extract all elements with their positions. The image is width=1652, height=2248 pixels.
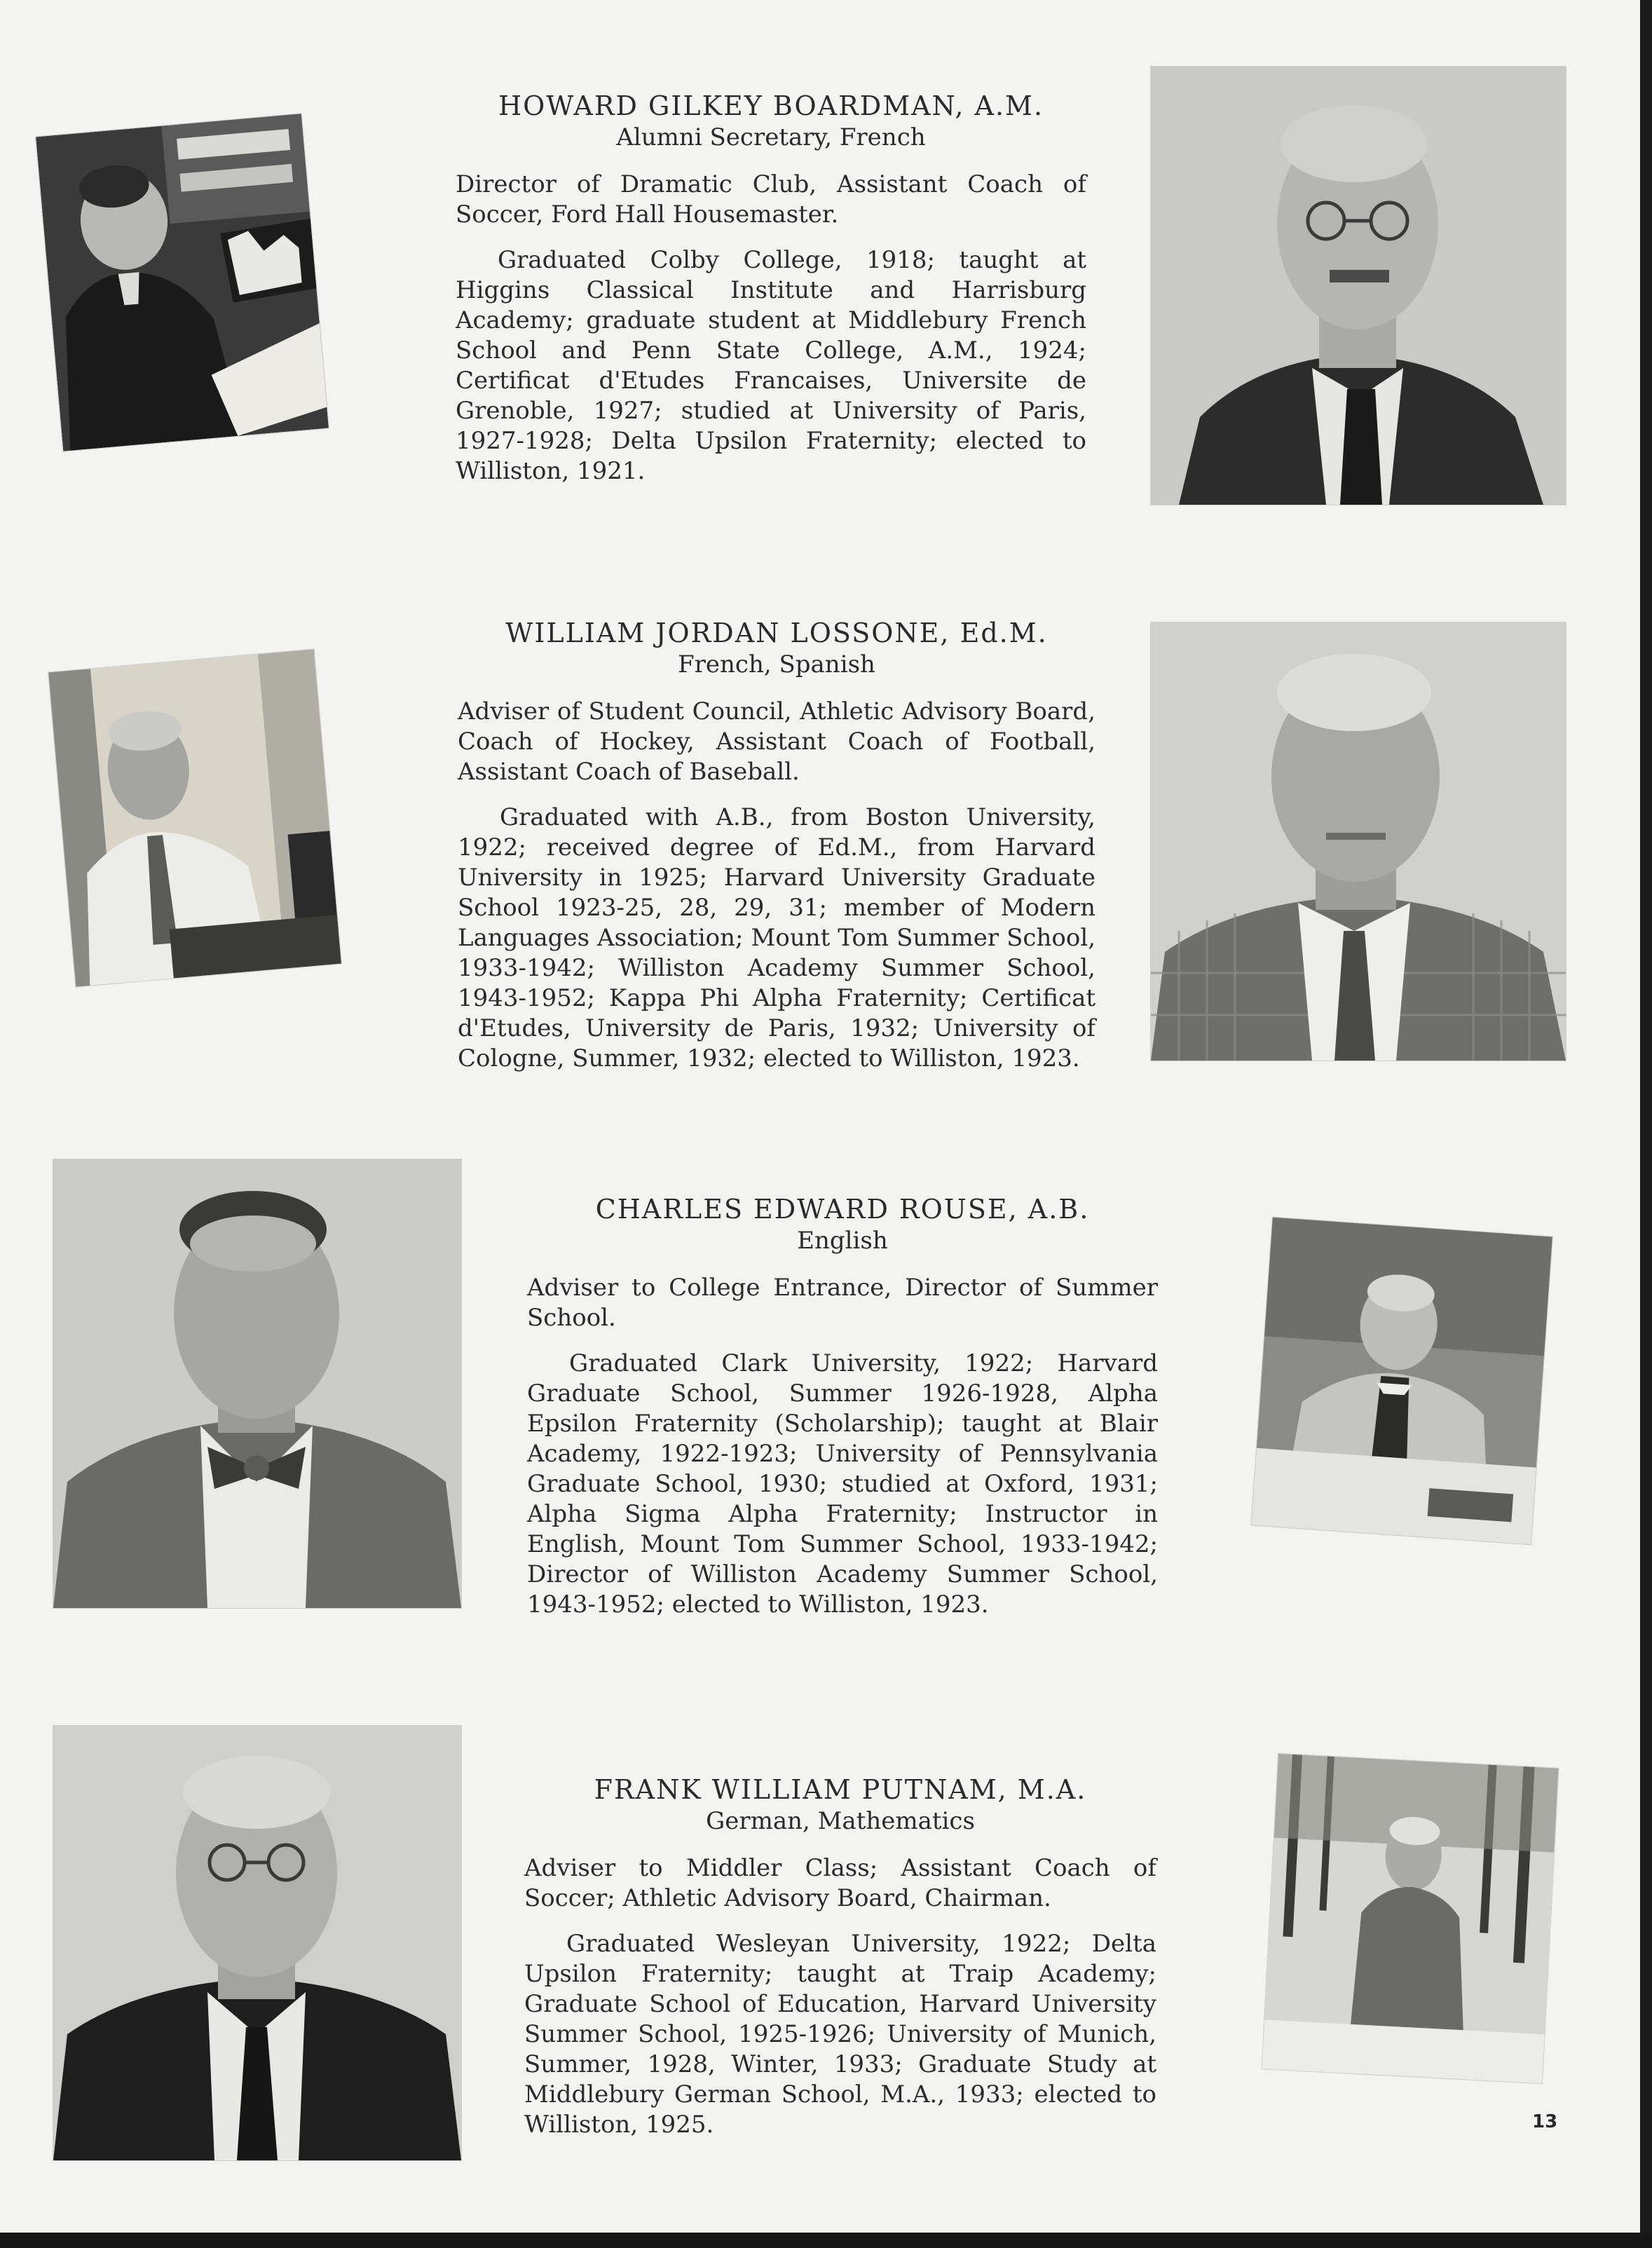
- lossone-candid-photo: [48, 649, 341, 986]
- faculty-duties: Adviser to Middler Class; Assistant Coach of Soccer; Athletic Advisory Board, Chairman.: [524, 1854, 1156, 1912]
- faculty-subject: German, Mathematics: [706, 1807, 975, 1835]
- faculty-name: CHARLES EDWARD ROUSE, A.B.: [595, 1194, 1090, 1225]
- rouse-entry: [527, 1193, 1158, 1620]
- boardman-entry: [456, 90, 1086, 486]
- boardman-candid-photo: [36, 114, 329, 451]
- faculty-subject: English: [797, 1227, 888, 1255]
- lossone-portrait-photo: [1151, 622, 1566, 1061]
- faculty-subject: Alumni Secretary, French: [616, 123, 926, 151]
- page-number: 13: [1532, 2111, 1558, 2132]
- lossone-entry: [458, 617, 1095, 1074]
- faculty-bio: Graduated Clark University, 1922; Harvard Graduate School, Summer 1926-1928, Alpha Epsilon Fraternity (Scholarship); taught at Blair Academy, 1922-1923; University of Pennsylvania Graduate School, 1930; studied at Oxford, 1931; Alpha Sigma Alpha Fraternity; Instructor in English, Mount Tom Summer School, 1933-1942; Director of Williston Academy Summer School, 1943-1952; elected to Williston, 1923.: [527, 1349, 1158, 1619]
- faculty-subject: French, Spanish: [678, 650, 875, 679]
- putnam-entry: [524, 1773, 1156, 2140]
- faculty-bio: Graduated Colby College, 1918; taught at Higgins Classical Institute and Harrisburg Academy; graduate student at Middlebury French School and Penn State College, A.M., 1924; Certificat d'Etudes Francaises, Universite de Grenoble, 1927; studied at University of Paris, 1927-1928; Delta Upsilon Fraternity; elected to Williston, 1921.: [456, 246, 1086, 485]
- rouse-portrait-photo: [53, 1159, 461, 1608]
- faculty-duties: Director of Dramatic Club, Assistant Coach of Soccer, Ford Hall Housemaster.: [456, 170, 1086, 229]
- faculty-bio: Graduated Wesleyan University, 1922; Delta Upsilon Fraternity; taught at Traip Academy; Graduate School of Education, Harvard University Summer School, 1925-1926; University of Munich, Summer, 1928, Winter, 1933; Graduate Study at Middlebury German School, M.A., 1933; elected to Williston, 1925.: [524, 1930, 1156, 2139]
- faculty-name: HOWARD GILKEY BOARDMAN, A.M.: [498, 90, 1044, 121]
- faculty-bio: Graduated with A.B., from Boston University, 1922; received degree of Ed.M., from Harvard University in 1925; Harvard University Graduate School 1923-25, 28, 29, 31; member of Modern Languages Association; Mount Tom Summer School, 1933-1942; Williston Academy Summer School, 1943-1952; Kappa Phi Alpha Fraternity; Certificat d'Etudes, University de Paris, 1932; University of Cologne, Summer, 1932; elected to Williston, 1923.: [458, 803, 1095, 1072]
- faculty-duties: Adviser to College Entrance, Director of Summer School.: [527, 1274, 1158, 1332]
- faculty-name: WILLIAM JORDAN LOSSONE, Ed.M.: [505, 618, 1048, 648]
- putnam-portrait-photo: [53, 1726, 461, 2160]
- putnam-candid-photo: [1262, 1754, 1558, 2083]
- faculty-duties: Adviser of Student Council, Athletic Advisory Board, Coach of Hockey, Assistant Coach of Football, Assistant Coach of Baseball.: [458, 697, 1095, 786]
- scan-border-right: [1640, 0, 1652, 2248]
- faculty-name: FRANK WILLIAM PUTNAM, M.A.: [594, 1774, 1087, 1805]
- rouse-candid-photo: [1251, 1218, 1552, 1545]
- boardman-portrait-photo: [1151, 67, 1566, 505]
- scan-border-bottom: [0, 2233, 1652, 2248]
